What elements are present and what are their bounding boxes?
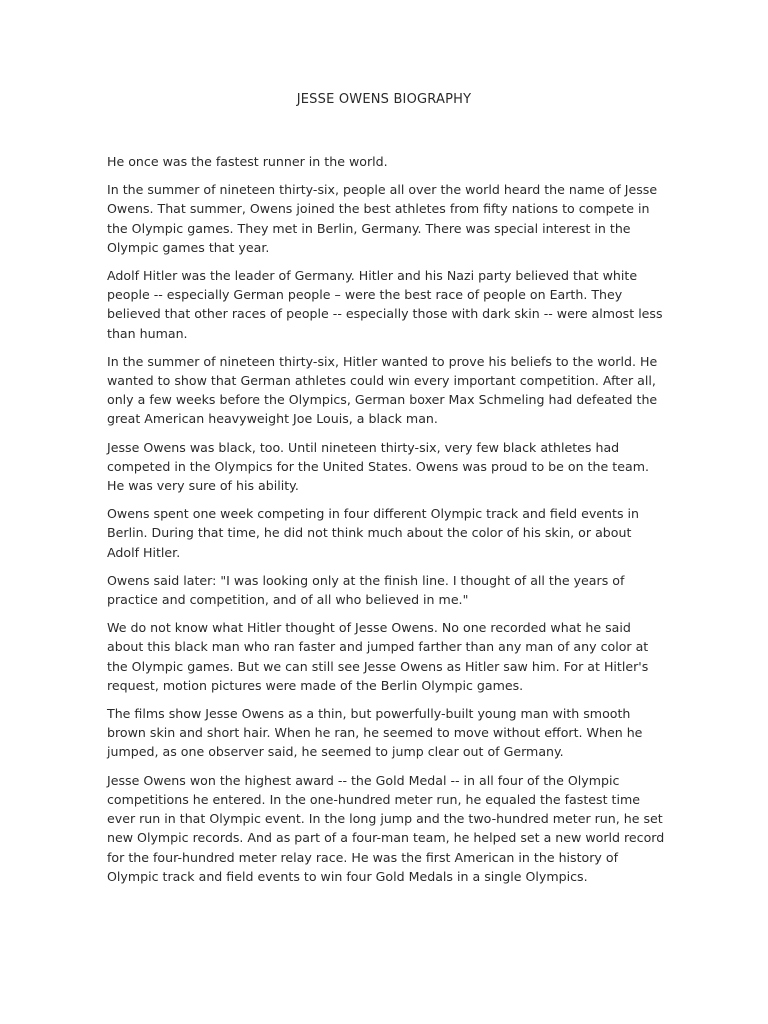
paragraph-8: We do not know what Hitler thought of Jesse Owens. No one recorded what he said about this black man who ran faster and jumped farther than any man of any color at the Olympic games. But we can still see Jesse Owens as Hitler saw him. For at Hitler's request, motion pictures were made of the Berlin Olympic games. [107, 620, 649, 693]
document-title: JESSE OWENS BIOGRAPHY [296, 92, 472, 107]
paragraph-3: Adolf Hitler was the leader of Germany. Hitler and his Nazi party believed that white people -- especially German people – were the best race of people on Earth. They believed that other races of people -- especially those with dark skin -- were almost less than human. [107, 268, 663, 341]
paragraph-9: The films show Jesse Owens as a thin, but powerfully-built young man with smooth brown skin and short hair. When he ran, he seemed to move without effort. When he jumped, as one observer said, he seemed to jump clear out of Germany. [107, 706, 643, 760]
paragraph-10: Jesse Owens won the highest award -- the Gold Medal -- in all four of the Olympic competitions he entered. In the one-hundred meter run, he equaled the fastest time ever run in that Olympic event. In the long jump and the two-hundred meter run, he set new Olympic records. And as part of a four-man team, he helped set a new world record for the four-hundred meter relay race. He was the first American in the history of Olympic track and field events to win four Gold Medals in a single Olympics. [107, 772, 665, 884]
paragraph-2: In the summer of nineteen thirty-six, people all over the world heard the name of Jesse Owens. That summer, Owens joined the best athletes from fifty nations to compete in the Olympic games. They met in Berlin, Germany. There was special interest in the Olympic games that year. [107, 182, 658, 255]
paragraph-1: He once was the fastest runner in the world. [107, 154, 388, 169]
paragraph-6: Owens spent one week competing in four different Olympic track and field events in Berlin. During that time, he did not think much about the color of his skin, or about Adolf Hitler. [107, 506, 639, 560]
paragraph-5: Jesse Owens was black, too. Until nineteen thirty-six, very few black athletes had competed in the Olympics for the United States. Owens was proud to be on the team. He was very sure of his ability. [107, 439, 649, 494]
paragraph-4: In the summer of nineteen thirty-six, Hitler wanted to prove his beliefs to the world. He wanted to show that German athletes could win every important competition. After all, only a few weeks before the Olympics, German boxer Max Schmeling had defeated the great American heavyweight Joe Louis, a black man. [107, 353, 658, 427]
paragraph-7: Owens said later: "I was looking only at the finish line. I thought of all the years of practice and competition, and of all who believed in me." [107, 572, 625, 608]
document-body [107, 152, 667, 895]
